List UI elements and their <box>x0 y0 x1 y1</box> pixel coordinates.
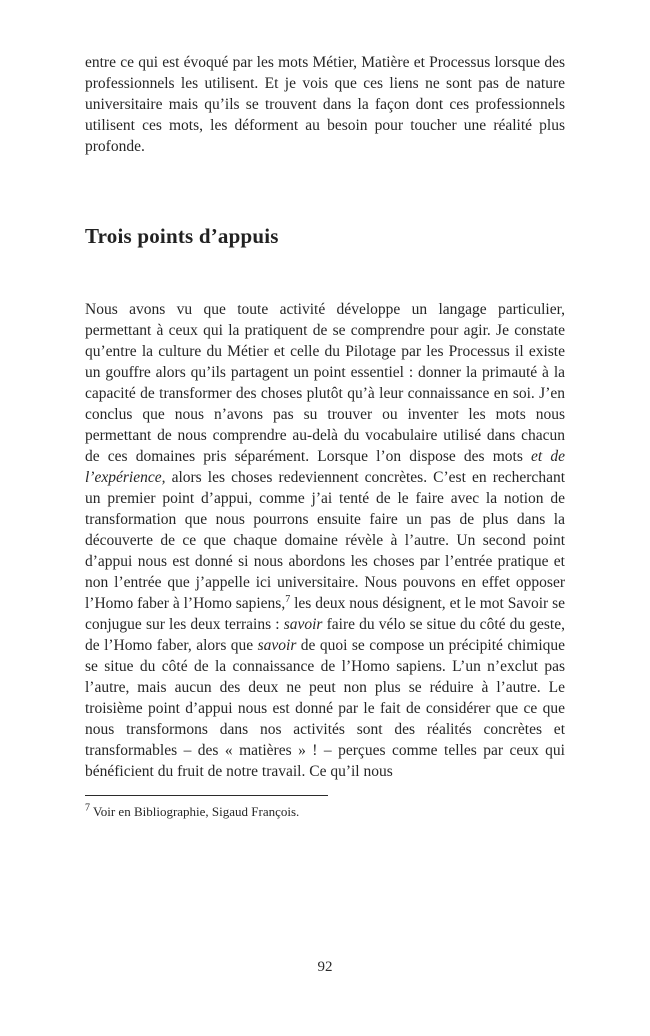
section-heading: Trois points d’appuis <box>85 224 279 248</box>
footnote-separator-rule <box>85 795 328 796</box>
body-paragraph: Nous avons vu que toute activité développe un langage particulier, permettant à ceux qui la pratiquent de se comprendre pour agir. Je constate qu’entre la culture du Métier et celle du Pilotage par les Processus il existe un gouffre alors qu’ils partagent un point essentiel : donner la primauté à la capacité de transformer des choses plutôt qu’à leur connaissance en soi. J’en conclus que nous n’avons pas su trouver ou inventer les mots nous permettant de nous comprendre au-delà du vocabulaire utilisé dans chacun de ces domaines pris séparément. Lorsque l’on dispose des mots et de l’expérience, alors les choses redeviennent concrètes. C’est en recherchant un premier point d’appui, comme j’ai tenté de le faire avec la notion de transformation que nous pourrons ensuite faire un pas de plus dans la découverte de ce que chaque domaine révèle à l’autre. Un second point d’appui nous est donné si nous abordons les choses par l’entrée pratique et non l’entrée que j’appelle ici universitaire. Nous pouvons en effet opposer l’Homo faber à l’Homo sapiens,$^7$ les deux nous désignent, et le mot Savoir se conjugue sur les deux terrains : savoir faire du vélo se situe du côté du geste, de l’Homo faber, alors que savoir de quoi se compose un précipité chimique se situe du côté de la connaissance de l’Homo sapiens. L’un n’exclut pas l’autre, mais aucun des deux ne peut non plus se réduire à l’autre. Le troisième point d’appui nous est donné par le fait de considérer que ce que nous transformons dans nos activités sont des réalités concrètes et transformables – des « matières » ! – perçues comme telles par ceux qui bénéficient du fruit de notre travail. Ce qu’il nous <box>85 301 566 780</box>
intro-paragraph: entre ce qui est évoqué par les mots Métier, Matière et Processus lorsque des professionnels les utilisent. Et je vois que ces liens ne sont pas de nature universitaire mais qu’ils se trouvent dans la façon dont ces professionnels utilisent ces mots, les déforment au besoin pour toucher une réalité plus profonde. <box>85 54 565 155</box>
footnote-text: Voir en Bibliographie, Sigaud François. <box>90 804 300 819</box>
page-number: 92 <box>317 959 333 975</box>
footnote <box>85 803 565 820</box>
footnote-marker: 7 <box>85 802 90 814</box>
footnote-block <box>85 795 565 820</box>
